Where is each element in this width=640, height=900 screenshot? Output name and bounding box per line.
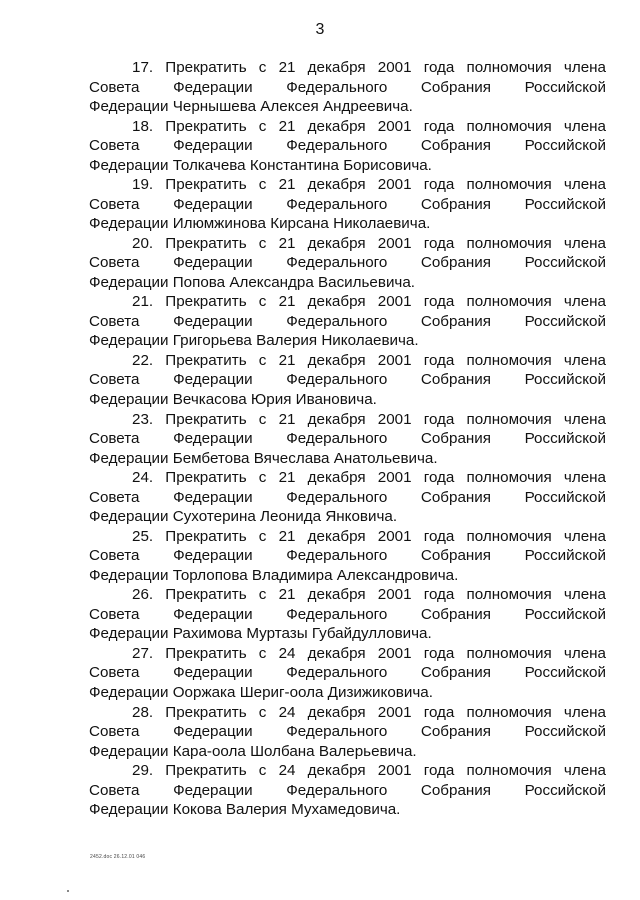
item-word: Федерации <box>173 723 253 741</box>
item-line-3: Федерации Вечкасова Юрия Ивановича. <box>89 390 377 408</box>
item-line-1: 26. Прекратить с 21 декабря 2001 года полномочия члена <box>132 586 606 604</box>
item-word: Собрания <box>420 195 491 213</box>
item-word: Российской <box>524 664 606 682</box>
item-word: Федерального <box>286 137 388 155</box>
item-line-1: 27. Прекратить с 24 декабря 2001 года полномочия члена <box>132 644 606 662</box>
list-item <box>89 527 606 586</box>
item-line-3: Федерации Бембетова Вячеслава Анатольевича. <box>89 449 438 467</box>
item-word: Собрания <box>420 605 491 623</box>
item-line-3: Федерации Попова Александра Васильевича. <box>89 273 416 291</box>
item-word: Совета <box>89 723 140 741</box>
item-word: Собрания <box>420 488 491 506</box>
item-word: Совета <box>89 195 140 213</box>
page-number: 3 <box>315 21 325 38</box>
item-word: Совета <box>89 488 140 506</box>
item-word: Федерального <box>286 664 388 682</box>
item-line-2 <box>89 195 606 215</box>
item-word: Российской <box>524 371 606 389</box>
item-word: Федерации <box>173 137 253 155</box>
item-word: Собрания <box>420 137 491 155</box>
item-word: Совета <box>89 254 140 272</box>
item-line-3: Федерации Толкачева Константина Борисовича. <box>89 156 432 174</box>
list-item <box>89 292 606 351</box>
item-word: Федерального <box>286 781 388 799</box>
item-line-1: 29. Прекратить с 24 декабря 2001 года полномочия члена <box>132 762 606 780</box>
item-word: Российской <box>524 312 606 330</box>
item-word: Федерации <box>173 781 253 799</box>
item-word: Совета <box>89 137 140 155</box>
item-line-1: 24. Прекратить с 21 декабря 2001 года полномочия члена <box>132 469 606 487</box>
item-line-3: Федерации Чернышева Алексея Андреевича. <box>89 98 413 115</box>
item-word: Совета <box>89 371 140 389</box>
item-word: Собрания <box>420 723 491 741</box>
item-line-2 <box>89 605 606 625</box>
item-line-3: Федерации Илюмжинова Кирсана Николаевича. <box>89 215 431 233</box>
item-word: Федерации <box>173 312 253 330</box>
list-item <box>89 58 606 117</box>
item-line-3: Федерации Сухотерина Леонида Янковича. <box>89 508 398 526</box>
list-item <box>89 585 606 644</box>
item-word: Федерального <box>286 254 388 272</box>
item-word: Собрания <box>420 371 491 389</box>
item-word: Собрания <box>420 78 491 96</box>
item-word: Российской <box>524 723 606 741</box>
resolution-items <box>89 58 606 820</box>
item-line-2 <box>89 370 606 390</box>
list-item <box>89 175 606 234</box>
item-line-2 <box>89 312 606 332</box>
list-item <box>89 234 606 293</box>
item-word: Российской <box>524 605 606 623</box>
item-line-1: 17. Прекратить с 21 декабря 2001 года полномочия члена <box>132 59 606 76</box>
item-word: Федерации <box>173 547 253 565</box>
item-word: Федерации <box>173 254 253 272</box>
item-word: Российской <box>524 137 606 155</box>
item-word: Федерального <box>286 547 388 565</box>
item-line-2 <box>89 429 606 449</box>
item-line-3: Федерации Рахимова Муртазы Губайдулловича. <box>89 625 432 643</box>
item-line-3: Федерации Григорьева Валерия Николаевича. <box>89 332 419 350</box>
item-word: Совета <box>89 430 140 448</box>
item-word: Совета <box>89 78 140 96</box>
item-word: Собрания <box>420 547 491 565</box>
item-word: Российской <box>524 781 606 799</box>
item-word: Федерации <box>173 78 253 96</box>
item-word: Федерального <box>286 312 388 330</box>
item-word: Собрания <box>420 312 491 330</box>
item-line-2 <box>89 722 606 742</box>
item-line-1: 22. Прекратить с 21 декабря 2001 года полномочия члена <box>132 351 606 369</box>
item-line-2 <box>89 546 606 566</box>
item-word: Федерации <box>173 371 253 389</box>
item-word: Собрания <box>420 664 491 682</box>
list-item <box>89 351 606 410</box>
item-line-2 <box>89 781 606 801</box>
item-word: Федерального <box>286 488 388 506</box>
item-word: Федерации <box>173 605 253 623</box>
list-item <box>89 117 606 176</box>
item-line-1: 23. Прекратить с 21 декабря 2001 года полномочия члена <box>132 410 606 428</box>
item-word: Федерации <box>173 488 253 506</box>
item-word: Российской <box>524 78 606 96</box>
item-line-1: 20. Прекратить с 21 декабря 2001 года полномочия члена <box>132 234 606 252</box>
item-word: Федерального <box>286 430 388 448</box>
item-line-1: 18. Прекратить с 21 декабря 2001 года полномочия члена <box>132 117 606 135</box>
list-item <box>89 410 606 469</box>
item-line-2 <box>89 663 606 683</box>
list-item <box>89 644 606 703</box>
item-word: Собрания <box>420 781 491 799</box>
item-word: Федерации <box>173 195 253 213</box>
item-word: Федерального <box>286 605 388 623</box>
item-line-2 <box>89 488 606 508</box>
item-line-3: Федерации Кара-оола Шолбана Валерьевича. <box>89 742 417 760</box>
item-word: Федерального <box>286 723 388 741</box>
item-word: Федерального <box>286 78 388 96</box>
item-word: Российской <box>524 488 606 506</box>
item-line-2 <box>89 253 606 273</box>
item-word: Российской <box>524 254 606 272</box>
list-item <box>89 468 606 527</box>
item-word: Собрания <box>420 254 491 272</box>
item-word: Совета <box>89 547 140 565</box>
list-item <box>89 703 606 762</box>
item-word: Совета <box>89 605 140 623</box>
item-word: Федерального <box>286 195 388 213</box>
item-word: Российской <box>524 547 606 565</box>
item-line-3: Федерации Ооржака Шериг-оола Дизижиковича. <box>89 683 433 701</box>
item-word: Федерации <box>173 430 253 448</box>
item-word: Совета <box>89 664 140 682</box>
scan-dot <box>67 890 69 892</box>
item-line-3: Федерации Кокова Валерия Мухамедовича. <box>89 801 401 819</box>
item-line-2 <box>89 136 606 156</box>
item-word: Собрания <box>420 430 491 448</box>
footer-file-info: 2452.doc 26.12.01 046 <box>90 854 146 860</box>
list-item <box>89 761 606 820</box>
item-word: Федерального <box>286 371 388 389</box>
item-line-3: Федерации Торлопова Владимира Александровича. <box>89 566 459 584</box>
item-line-2 <box>89 78 606 98</box>
item-line-1: 21. Прекратить с 21 декабря 2001 года полномочия члена <box>132 293 606 311</box>
item-word: Российской <box>524 430 606 448</box>
item-line-1: 28. Прекратить с 24 декабря 2001 года полномочия члена <box>132 703 606 721</box>
item-line-1: 19. Прекратить с 21 декабря 2001 года полномочия члена <box>132 176 606 194</box>
item-word: Российской <box>524 195 606 213</box>
item-word: Федерации <box>173 664 253 682</box>
item-word: Совета <box>89 312 140 330</box>
item-word: Совета <box>89 781 140 799</box>
item-line-1: 25. Прекратить с 21 декабря 2001 года полномочия члена <box>132 527 606 545</box>
